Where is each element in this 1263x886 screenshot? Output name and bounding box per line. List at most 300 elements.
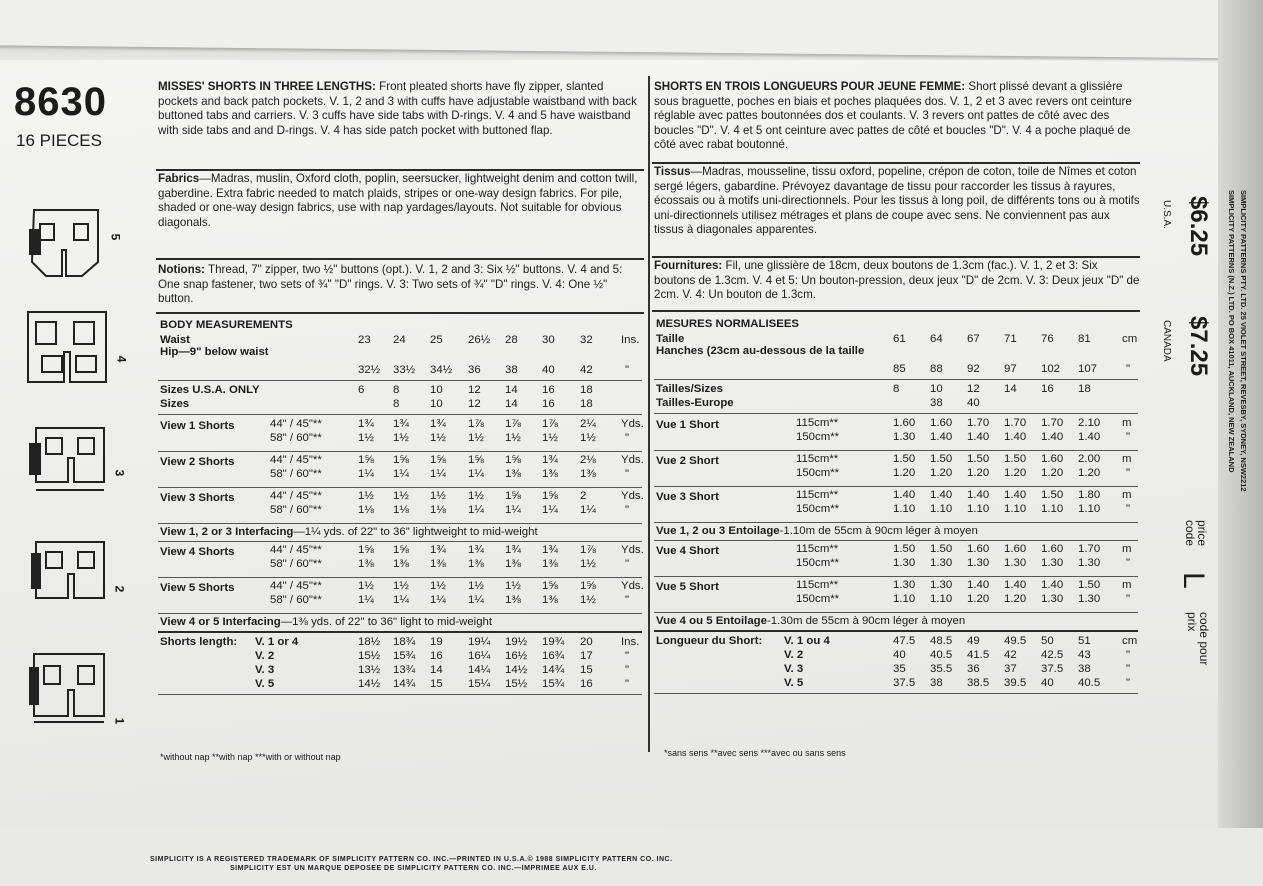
english-yardage-value: 1⅛ [393,504,409,516]
english-yardage-value: 2⅛ [580,454,596,466]
french-interfacing-123 [656,525,978,539]
divider [156,169,644,171]
french-length-value: 41.5 [967,649,990,661]
french-yardage-value: 1.40 [1078,431,1101,443]
english-yardage-value: 1⅜ [542,468,558,480]
english-length-view: V. 2 [255,650,275,662]
french-length-value: 50 [1041,635,1054,647]
french-length-value: 51 [1078,635,1091,647]
french-yardage-value: 1.50 [1004,453,1027,465]
english-notions-label: Notions: [158,263,206,276]
english-length-value: 19¾ [542,636,565,648]
french-yardage-value: 1.20 [1078,467,1101,479]
english-yardage-value: 1⅝ [580,580,596,592]
price-usa-label: U.S.A. [1161,200,1172,229]
french-yardage-value: 1.10 [930,593,953,605]
english-waist-value: 24 [393,334,406,346]
en-size-value: 16 [542,398,555,410]
english-fabric-width: 58" / 60"** [270,432,322,444]
english-yardage-value: 1½ [358,490,374,502]
divider [158,613,642,614]
french-length-value: 47.5 [893,635,916,647]
french-yardage-value: 1.60 [967,543,990,555]
french-yardage-value: 1.50 [967,453,990,465]
french-length-value: 40 [893,649,906,661]
french-hip-value: 88 [930,363,943,375]
english-yardage-value: 1⅜ [430,558,446,570]
english-length-unit: Ins. [621,636,640,648]
french-interfacing-45-text: -1.30m de 55cm à 90cm léger à moyen [766,615,966,627]
french-fabric-width: 115cm** [796,579,839,591]
english-waist-value: 30 [542,334,555,346]
english-hip-unit: " [625,364,630,376]
english-length-value: 16¼ [468,650,491,662]
fr-size-eu-value: 40 [967,397,980,409]
english-yardage-value: 1¼ [430,468,446,480]
french-yardage-value: 1.40 [930,431,953,443]
english-hip-value: 32½ [358,364,381,376]
divider [158,694,642,695]
english-yardage-unit: " [625,558,630,570]
french-yardage-value: 1.40 [1004,431,1027,443]
view-4-sketch [28,312,106,382]
english-yardage-value: 1½ [468,432,484,444]
french-yardage-label: Vue 2 Short [656,455,719,467]
french-length-value: 38.5 [967,677,990,689]
french-waist-value: 67 [967,333,980,345]
french-yardage-value: 2.00 [1078,453,1101,465]
english-yardage-value: 1¾ [468,544,484,556]
french-footnote: *sans sens **avec sens ***avec ou sans sens [664,748,846,758]
english-yardage-value: 1½ [505,432,521,444]
french-length-value: 42 [1004,649,1017,661]
view-number-2: 2 [112,585,127,593]
english-yardage-unit: Yds. [621,418,644,430]
french-yardage-value: 1.40 [1004,489,1027,501]
english-yardage-value: 1⅛ [430,504,446,516]
en-size-usa-value: 8 [393,384,400,396]
english-yardage-value: 1⅜ [393,558,409,570]
english-length-label: Shorts length: [160,636,238,648]
fr-size-value: 16 [1041,383,1054,395]
english-yardage-value: 2¼ [580,418,596,430]
french-yardage-unit: m [1122,579,1132,591]
english-hip-value: 34½ [430,364,453,376]
french-length-label: Longueur du Short: [656,635,763,647]
french-fabric-width: 115cm** [796,543,839,555]
french-yardage-unit: " [1126,593,1131,605]
divider [654,450,1138,451]
en-sizes-usa-label: Sizes U.S.A. ONLY [160,384,260,396]
french-yardage-value: 1.30 [893,557,916,569]
english-yardage-value: 1¼ [358,594,374,606]
french-yardage-value: 1.40 [930,489,953,501]
french-title: SHORTS EN TROIS LONGUEURS POUR JEUNE FEMME: [654,80,966,93]
divider [156,258,644,260]
en-size-value: 14 [505,398,518,410]
price-usa: $6.25 [1185,196,1212,257]
fr-sizes-eu-label: Tailles-Europe [656,397,734,409]
english-fabric-width: 58" / 60"** [270,594,322,606]
french-length-view: V. 5 [784,677,804,689]
fr-size-eu-value: 38 [930,397,943,409]
english-waist-value: 25 [430,334,443,346]
french-yardage-unit: " [1126,431,1131,443]
english-yardage-value: 1½ [468,580,484,592]
view-number-5: 5 [108,233,123,241]
french-yardage-unit: m [1122,417,1132,429]
english-waist-unit: Ins. [621,334,640,346]
english-yardage-value: 1½ [580,594,596,606]
english-fabrics-text: —Madras, muslin, Oxford cloth, poplin, seersucker, lightweight denim and cotton twill, gaberdine. Extra fabric needed to match plaids, stripes or one-way design fabrics. For pile, shaded or one-way design fabrics, use with nap yardages/layouts. Not suitable for obvious diagonals. [158,172,638,229]
english-description-text: Front pleated shorts have fly zipper, slanted pockets and back patch pockets. V. 1, 2 and 3 with cuffs have adjustable waistband with back buttoned tabs and carriers. V. 3 cuffs have side tabs with D-rings. V. 4 and 5 have waistband with side tabs and and D-rings. V. 4 has side patch pocket with buttoned flap. [158,80,637,137]
english-length-value: 16¾ [542,650,565,662]
english-length-value: 15 [580,664,593,676]
french-yardage-unit: " [1126,557,1131,569]
english-interfacing-123-label: View 1, 2 or 3 Interfacing [160,526,294,538]
english-interfacing-45-label: View 4 or 5 Interfacing [160,616,281,628]
divider [158,380,642,381]
french-hip-value: 102 [1041,363,1061,375]
price-code: L [1177,572,1210,589]
french-yardage-value: 1.60 [1041,543,1064,555]
en-size-usa-value: 18 [580,384,593,396]
english-yardage-value: 1⅝ [542,580,558,592]
french-length-unit: " [1126,663,1131,675]
english-hip-value: 36 [468,364,481,376]
english-length-value: 14½ [505,664,528,676]
english-length-unit: " [625,678,630,690]
english-fabric-width: 58" / 60"** [270,468,322,480]
english-length-value: 14 [430,664,443,676]
english-length-value: 13½ [358,664,381,676]
divider [158,541,642,542]
english-yardage-value: 1¾ [393,418,409,430]
french-yardage-value: 1.30 [1004,557,1027,569]
english-fabric-width: 44" / 45"** [270,544,322,556]
english-yardage-value: 1⅜ [580,468,596,480]
french-fabrics-text: —Madras, mousseline, tissu oxford, popeline, crépon de coton, toile de Nîmes et coton sergé légers, gabardine. Prévoyez davantage de tissu pour raccorder les tissus à rayures, écossais ou à motifs uni-directionnels. Pour les tissus à long poil, de différents tons ou à motifs uni-directionnels utilisez métrages et plans de coupe avec sens. Ne conviennent pas aux tissus à diagonales apparentes. [654,165,1140,237]
english-yardage-label: View 3 Shorts [160,492,235,504]
french-yardage-value: 1.30 [1078,557,1101,569]
english-length-value: 15 [430,678,443,690]
french-length-view: V. 3 [784,663,804,675]
french-length-value: 39.5 [1004,677,1027,689]
french-yardage-value: 1.10 [1004,503,1027,515]
en-size-value: 18 [580,398,593,410]
english-yardage-value: 1⅝ [542,490,558,502]
english-fabric-width: 44" / 45"** [270,418,322,430]
en-size-value: 12 [468,398,481,410]
english-yardage-value: 1½ [393,432,409,444]
fr-size-value: 10 [930,383,943,395]
english-fabric-width: 58" / 60"** [270,504,322,516]
french-length-view: V. 1 ou 4 [784,635,830,647]
english-yardage-label: View 4 Shorts [160,546,235,558]
en-size-usa-value: 10 [430,384,443,396]
view-2-sketch [32,542,104,598]
pieces-count: 16 PIECES [16,131,102,150]
english-length-value: 15¾ [542,678,565,690]
french-length-value: 49.5 [1004,635,1027,647]
french-yardage-value: 1.50 [930,453,953,465]
divider [654,540,1138,541]
english-yardage-value: 1⅝ [505,490,521,502]
divider [654,522,1138,523]
french-interfacing-123-text: -1.10m de 55cm à 90cm léger à moyen [779,525,978,537]
english-length-value: 15¾ [393,650,416,662]
english-yardage-value: 1½ [358,580,374,592]
french-length-value: 38 [1078,663,1091,675]
english-length-value: 18½ [358,636,381,648]
english-length-value: 19 [430,636,443,648]
french-yardage-value: 1.40 [1004,579,1027,591]
french-interfacing-123-label: Vue 1, 2 ou 3 Entoilage [656,525,780,537]
english-yardage-value: 1⅝ [358,544,374,556]
english-yardage-value: 1⅝ [430,454,446,466]
french-length-value: 49 [967,635,980,647]
price-code-label: price code [1183,520,1209,547]
english-length-view: V. 3 [255,664,275,676]
french-yardage-value: 1.70 [1041,417,1064,429]
french-waist-value: 64 [930,333,943,345]
french-yardage-unit: " [1126,467,1131,479]
french-yardage-unit: m [1122,543,1132,555]
french-yardage-value: 1.20 [967,593,990,605]
french-yardage-value: 1.20 [1041,467,1064,479]
french-fabric-width: 150cm** [796,593,840,605]
english-length-view: V. 5 [255,678,275,690]
english-title: MISSES' SHORTS IN THREE LENGTHS: [158,80,376,93]
fr-size-value: 12 [967,383,980,395]
divider [654,630,1138,632]
french-yardage-value: 1.10 [967,503,990,515]
english-yardage-value: 1¼ [393,468,409,480]
divider [652,310,1140,312]
french-yardage-value: 1.10 [1041,503,1064,515]
publisher-nz: SIMPLICITY PATTERNS (N.Z.) LTD. PO BOX 41011, AUCKLAND, NEW ZEALAND [1227,190,1236,473]
english-body-measurements-heading: BODY MEASUREMENTS [160,319,293,331]
trademark-line-en: SIMPLICITY IS A REGISTERED TRADEMARK OF SIMPLICITY PATTERN CO. INC.—PRINTED IN U.S.A.© 1988 SIMPLICITY PATTERN CO. INC. [150,856,673,863]
fr-size-value: 14 [1004,383,1017,395]
divider [654,612,1138,613]
french-yardage-label: Vue 4 Short [656,545,719,557]
english-yardage-value: 1¾ [358,418,374,430]
english-yardage-value: 1½ [358,432,374,444]
french-waist-value: 81 [1078,333,1091,345]
french-fabric-width: 150cm** [796,557,840,569]
english-notions-text: Thread, 7" zipper, two ½" buttons (opt.). V. 1, 2 and 3: Six ½" buttons. V. 4 and 5: One snap fastener, two sets of ¾" "D" rings. V. 3: Two sets of ¾" "D" rings. V. 4: One ½" button. [158,263,623,306]
french-yardage-value: 1.30 [1041,557,1064,569]
french-yardage-value: 1.30 [930,579,953,591]
english-yardage-value: 1⅞ [505,418,521,430]
divider [652,162,1140,164]
english-yardage-value: 1¼ [393,594,409,606]
english-length-value: 17 [580,650,593,662]
english-yardage-value: 2 [580,490,587,502]
english-waist-value: 28 [505,334,518,346]
french-hip-unit: " [1126,363,1131,375]
english-yardage-label: View 2 Shorts [160,456,235,468]
english-yardage-unit: " [625,504,630,516]
french-yardage-value: 1.40 [967,489,990,501]
english-yardage-value: 1½ [393,580,409,592]
english-yardage-unit: Yds. [621,490,644,502]
french-fabric-width: 150cm** [796,467,840,479]
english-interfacing-123 [160,526,538,540]
english-yardage-value: 1⅜ [542,594,558,606]
english-fabric-width: 58" / 60"** [270,558,322,570]
english-fabric-width: 44" / 45"** [270,580,322,592]
french-yardage-value: 1.40 [967,579,990,591]
english-length-value: 13¾ [393,664,416,676]
french-length-value: 35 [893,663,906,675]
english-yardage-value: 1⅜ [505,468,521,480]
fr-size-value: 18 [1078,383,1091,395]
french-hip-value: 97 [1004,363,1017,375]
view-number-1: 1 [112,717,127,725]
english-yardage-value: 1⅜ [505,558,521,570]
view-5-sketch [30,210,98,276]
french-yardage-value: 1.10 [893,593,916,605]
french-fabrics-label: Tissus [654,165,691,178]
french-yardage-value: 1.60 [1041,453,1064,465]
divider [654,379,1138,380]
english-waist-label: Waist [160,334,190,346]
divider [654,576,1138,577]
english-yardage-value: 1⅞ [542,418,558,430]
english-yardage-value: 1⅜ [542,558,558,570]
english-interfacing-123-text: —1¼ yds. of 22" to 36" lightweight to mid-weight [293,526,538,538]
column-divider [648,76,650,752]
english-fabrics-label: Fabrics [158,172,200,185]
french-description [654,80,1140,153]
french-yardage-value: 1.50 [893,543,916,555]
english-yardage-unit: " [625,468,630,480]
english-yardage-value: 1½ [430,580,446,592]
english-yardage-value: 1½ [468,490,484,502]
english-yardage-value: 1¾ [542,454,558,466]
french-waist-value: 61 [893,333,906,345]
french-length-value: 37.5 [1041,663,1064,675]
english-waist-value: 26½ [468,334,491,346]
french-body-measurements-heading: MESURES NORMALISEES [656,318,800,330]
english-length-value: 15½ [358,650,381,662]
french-length-value: 40.5 [1078,677,1101,689]
english-yardage-value: 1¾ [430,544,446,556]
french-length-value: 38 [930,677,943,689]
english-waist-value: 32 [580,334,593,346]
english-length-value: 14¼ [468,664,491,676]
divider [654,486,1138,487]
divider [158,414,642,415]
french-yardage-value: 1.60 [930,417,953,429]
english-yardage-value: 1⅜ [468,558,484,570]
french-length-unit: cm [1122,635,1138,647]
english-fabric-width: 44" / 45"** [270,490,322,502]
english-fabric-width: 44" / 45"** [270,454,322,466]
english-yardage-unit: Yds. [621,544,644,556]
french-yardage-value: 1.40 [1041,431,1064,443]
fr-sizes-label: Tailles/Sizes [656,383,723,395]
english-yardage-value: 1½ [542,432,558,444]
french-notions-label: Fournitures: [654,259,723,272]
french-hip-value: 85 [893,363,906,375]
french-length-value: 37 [1004,663,1017,675]
english-yardage-value: 1⅞ [580,544,596,556]
french-hip-label: Hanches (23cm au-dessous de la taille [656,345,865,357]
english-yardage-value: 1¾ [542,544,558,556]
english-yardage-value: 1⅛ [358,504,374,516]
english-length-value: 15½ [505,678,528,690]
english-length-value: 14¾ [542,664,565,676]
french-interfacing-45-label: Vue 4 ou 5 Entoilage [656,615,767,627]
english-yardage-unit: Yds. [621,580,644,592]
french-yardage-value: 1.60 [893,417,916,429]
french-yardage-value: 1.20 [1004,593,1027,605]
french-yardage-value: 1.30 [930,557,953,569]
en-size-usa-value: 6 [358,384,365,396]
english-yardage-value: 1⅝ [358,454,374,466]
french-yardage-value: 1.20 [967,467,990,479]
french-waist-value: 71 [1004,333,1017,345]
english-yardage-value: 1¼ [468,468,484,480]
divider [654,693,1138,694]
view-number-4: 4 [114,355,129,363]
french-yardage-value: 1.30 [893,579,916,591]
french-hip-value: 107 [1078,363,1098,375]
english-length-unit: " [625,650,630,662]
english-yardage-label: View 1 Shorts [160,420,235,432]
french-yardage-value: 1.10 [930,503,953,515]
english-yardage-value: 1½ [505,580,521,592]
english-yardage-value: 1¼ [468,504,484,516]
french-hip-value: 92 [967,363,980,375]
french-waist-unit: cm [1122,333,1138,345]
french-yardage-value: 2.10 [1078,417,1101,429]
price-canada-label: CANADA [1161,320,1172,362]
english-yardage-value: 1¼ [580,504,596,516]
french-waist-value: 76 [1041,333,1054,345]
french-waist-label: Taille [656,333,685,345]
english-yardage-value: 1¾ [505,544,521,556]
french-yardage-value: 1.30 [893,431,916,443]
english-length-value: 18¾ [393,636,416,648]
english-length-unit: " [625,664,630,676]
french-yardage-value: 1.60 [1004,543,1027,555]
divider [158,451,642,452]
french-length-value: 36 [967,663,980,675]
english-length-value: 16½ [505,650,528,662]
price-canada: $7.25 [1185,316,1212,377]
french-length-value: 48.5 [930,635,953,647]
french-yardage-value: 1.40 [1041,579,1064,591]
french-yardage-label: Vue 5 Short [656,581,719,593]
english-hip-value: 38 [505,364,518,376]
french-yardage-value: 1.50 [930,543,953,555]
french-fabric-width: 150cm** [796,503,840,515]
french-yardage-value: 1.20 [1004,467,1027,479]
english-hip-value: 33½ [393,364,416,376]
english-yardage-value: 1¼ [542,504,558,516]
french-length-view: V. 2 [784,649,804,661]
french-fabric-width: 115cm** [796,453,839,465]
price-code-french: code pour prix [1185,612,1211,666]
divider [158,523,642,524]
english-interfacing-45-text: —1⅜ yds. of 22" to 36" light to mid-weight [280,616,493,628]
english-yardage-value: 1⅝ [468,454,484,466]
english-hip-value: 40 [542,364,555,376]
